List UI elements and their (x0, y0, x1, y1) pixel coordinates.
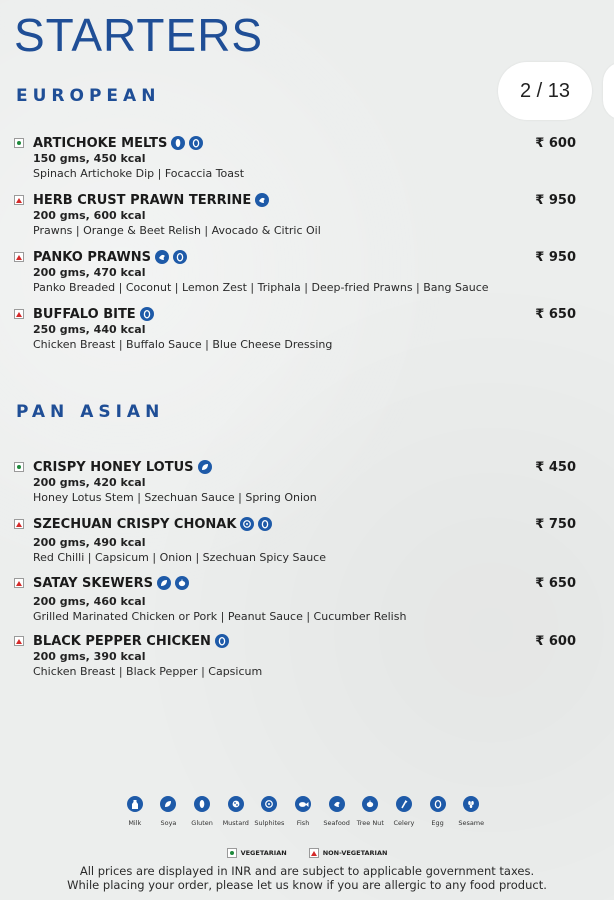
item-description: Chicken Breast | Buffalo Sauce | Blue Cheese Dressing (33, 338, 333, 351)
menu-item (14, 305, 584, 352)
item-name: SZECHUAN CRISPY CHONAK (33, 516, 237, 532)
item-price: ₹ 450 (535, 459, 576, 475)
menu-item (14, 458, 584, 505)
seafood-icon (155, 250, 169, 264)
legend-label: Mustard (222, 819, 249, 827)
item-price: ₹ 600 (535, 633, 576, 649)
item-name: HERB CRUST PRAWN TERRINE (33, 192, 252, 208)
legend-label: Fish (296, 819, 310, 827)
vegetarian-icon (227, 848, 237, 858)
item-portion: 250 gms, 440 kcal (33, 323, 146, 336)
legend-item-gluten (185, 796, 219, 827)
menu-item (14, 191, 584, 238)
legend-item-mustard (219, 796, 253, 827)
legend-label: Seafood (323, 819, 350, 827)
non-vegetarian-icon (14, 519, 24, 529)
vegetarian-icon (14, 462, 24, 472)
item-price: ₹ 950 (535, 192, 576, 208)
page-title: STARTERS (14, 9, 264, 61)
milk-icon (127, 796, 143, 812)
tree-nut-icon (362, 796, 378, 812)
legend-label: Celery (393, 819, 415, 827)
non-vegetarian-icon (14, 309, 24, 319)
item-portion: 200 gms, 490 kcal (33, 536, 146, 549)
sesame-icon (463, 796, 479, 812)
item-portion: 150 gms, 450 kcal (33, 152, 146, 165)
legend-label: Sesame (458, 819, 485, 827)
egg-icon (173, 250, 187, 264)
section-title-pan-asian: PAN ASIAN (16, 402, 165, 422)
legend-item-seafood (320, 796, 354, 827)
item-price: ₹ 750 (535, 516, 576, 532)
item-name: BUFFALO BITE (33, 306, 136, 322)
footer-line: While placing your order, please let us know if you are allergic to any food product. (67, 878, 547, 892)
tree-nut-icon (175, 576, 189, 590)
item-description: Spinach Artichoke Dip | Focaccia Toast (33, 167, 245, 180)
non-vegetarian-icon (14, 195, 24, 205)
egg-icon (258, 517, 272, 531)
menu-item (14, 134, 584, 181)
mustard-icon (228, 796, 244, 812)
celery-icon (396, 796, 412, 812)
item-portion: 200 gms, 470 kcal (33, 266, 146, 279)
page-indicator[interactable]: 2 / 13 (498, 62, 592, 120)
non-vegetarian-icon (309, 848, 319, 858)
egg-icon (430, 796, 446, 812)
item-name: BLACK PEPPER CHICKEN (33, 633, 211, 649)
item-name: ARTICHOKE MELTS (33, 135, 168, 151)
sulphites-icon (240, 517, 254, 531)
menu-item (14, 515, 584, 565)
legend-label: Gluten (191, 819, 213, 827)
item-price: ₹ 950 (535, 249, 576, 265)
egg-icon (140, 307, 154, 321)
egg-icon (215, 634, 229, 648)
legend-label: Tree Nut (356, 819, 384, 827)
item-description: Honey Lotus Stem | Szechuan Sauce | Spring Onion (33, 491, 317, 504)
soya-icon (160, 796, 176, 812)
soya-icon (157, 576, 171, 590)
egg-icon (189, 136, 203, 150)
non-vegetarian-icon (14, 636, 24, 646)
footer-note (0, 864, 614, 892)
seafood-icon (255, 193, 269, 207)
item-name: CRISPY HONEY LOTUS (33, 459, 194, 475)
vegetarian-icon (14, 138, 24, 148)
legend-vegetarian (227, 848, 287, 858)
legend-item-soya (152, 796, 186, 827)
footer-line: All prices are displayed in INR and are subject to applicable government taxes. (79, 864, 535, 878)
seafood-icon (329, 796, 345, 812)
soya-icon (198, 460, 212, 474)
legend-item-fish (286, 796, 320, 827)
item-portion: 200 gms, 390 kcal (33, 650, 146, 663)
item-portion: 200 gms, 460 kcal (33, 595, 146, 608)
non-vegetarian-icon (14, 578, 24, 588)
item-description: Grilled Marinated Chicken or Pork | Peanut Sauce | Cucumber Relish (33, 610, 407, 623)
next-page-tab[interactable] (603, 62, 614, 120)
legend-label: Egg (431, 819, 444, 827)
item-description: Red Chilli | Capsicum | Onion | Szechuan Spicy Sauce (33, 551, 326, 564)
legend-label: Sulphites (254, 819, 285, 827)
fish-icon (295, 796, 311, 812)
item-description: Panko Breaded | Coconut | Lemon Zest | Triphala | Deep-fried Prawns | Bang Sauce (33, 281, 489, 294)
menu-item (14, 248, 584, 295)
item-portion: 200 gms, 420 kcal (33, 476, 146, 489)
legend-label: Soya (160, 819, 177, 827)
legend-non-vegetarian (309, 848, 388, 858)
legend-non-vegetarian-label: NON-VEGETARIAN (322, 849, 388, 857)
diet-legend (0, 848, 614, 858)
item-price: ₹ 600 (535, 135, 576, 151)
legend-vegetarian-label: VEGETARIAN (240, 849, 287, 857)
legend-item-sesame (454, 796, 488, 827)
gluten-icon (171, 136, 185, 150)
item-portion: 200 gms, 600 kcal (33, 209, 146, 222)
item-name: PANKO PRAWNS (33, 249, 151, 265)
sulphites-icon (261, 796, 277, 812)
item-description: Chicken Breast | Black Pepper | Capsicum (33, 665, 263, 678)
legend-item-egg (421, 796, 455, 827)
legend-item-celery (387, 796, 421, 827)
item-name: SATAY SKEWERS (33, 575, 153, 591)
item-price: ₹ 650 (535, 575, 576, 591)
legend-label: Milk (128, 819, 142, 827)
allergen-legend (118, 796, 488, 827)
menu-item (14, 632, 584, 679)
legend-item-tree-nut (353, 796, 387, 827)
item-price: ₹ 650 (535, 306, 576, 322)
menu-item (14, 574, 584, 624)
section-title-european: EUROPEAN (16, 86, 161, 106)
item-description: Prawns | Orange & Beet Relish | Avocado & Citric Oil (33, 224, 321, 237)
non-vegetarian-icon (14, 252, 24, 262)
legend-item-milk (118, 796, 152, 827)
gluten-icon (194, 796, 210, 812)
legend-item-sulphites (253, 796, 287, 827)
